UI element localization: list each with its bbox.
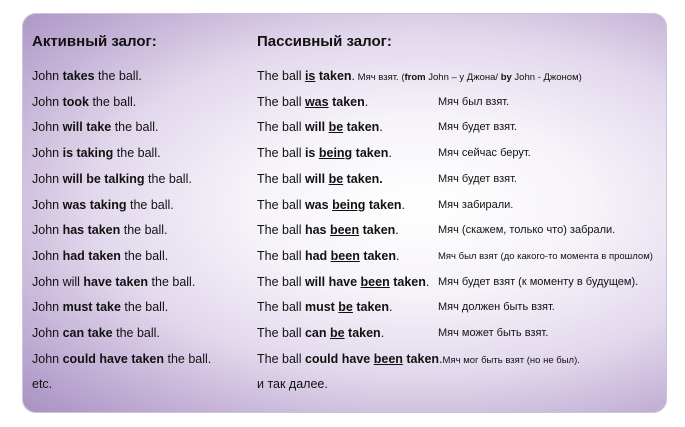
russian-translation [438, 196, 513, 214]
text-segment: John [32, 69, 63, 83]
text-segment: John [32, 120, 63, 134]
text-segment: can take [62, 326, 113, 340]
text-segment: The ball [257, 326, 305, 340]
text-segment: The ball [257, 95, 305, 109]
text-segment: taken [332, 95, 365, 109]
text-segment: John [32, 326, 63, 340]
text-segment: . [395, 249, 400, 263]
text-segment: . [401, 198, 406, 212]
text-segment: taken [359, 223, 396, 237]
text-segment: the ball. [113, 146, 161, 160]
text-segment: John [32, 95, 63, 109]
text-segment: must [304, 300, 339, 314]
text-segment: . [389, 300, 393, 314]
active-sentence [32, 144, 161, 162]
text-segment: The ball [257, 249, 305, 263]
russian-translation [438, 144, 531, 162]
text-segment: Мяч забирали. [438, 199, 514, 211]
passive-voice-header: Пассивный залог: [257, 33, 392, 50]
active-sentence [32, 118, 159, 136]
text-segment: Мяч должен быть взят. [438, 301, 555, 313]
text-segment: taken [352, 146, 389, 160]
text-segment: be [329, 326, 345, 340]
text-segment: will [304, 172, 329, 186]
text-segment: the ball. [111, 120, 159, 134]
text-segment: be [338, 300, 353, 314]
text-segment: . [439, 352, 443, 366]
text-segment: Мяч (скажем, только что) забрали. [438, 224, 616, 236]
passive-sentence [257, 298, 393, 316]
active-sentence [32, 221, 168, 239]
text-segment: taken [389, 275, 426, 289]
text-segment: takes [62, 69, 95, 83]
text-segment: have taken [83, 275, 149, 289]
text-segment: the ball. [126, 198, 174, 212]
russian-translation [438, 221, 615, 239]
text-segment: Мяч сейчас берут. [438, 147, 531, 159]
text-segment: Мяч будет взят. [438, 121, 517, 133]
text-segment: is [304, 69, 316, 83]
text-segment: be [328, 120, 344, 134]
active-voice-header: Активный залог: [32, 33, 157, 50]
text-segment: taken [344, 326, 381, 340]
text-segment: taken [365, 198, 402, 212]
text-segment: was [304, 95, 329, 109]
text-segment: . [364, 95, 369, 109]
russian-translation [438, 298, 555, 316]
text-segment: has [304, 223, 330, 237]
passive-sentence [257, 350, 580, 368]
text-segment: the ball. [148, 275, 196, 289]
text-segment: could have taken [62, 352, 165, 366]
active-sentence [32, 273, 195, 291]
text-segment: been [329, 223, 360, 237]
text-segment: . [388, 146, 392, 160]
text-segment: taken [318, 69, 352, 83]
text-segment: taken [352, 300, 390, 314]
text-segment: been [373, 352, 403, 366]
text-segment: taken [359, 249, 396, 263]
text-segment: can [304, 326, 330, 340]
text-segment: will have [304, 275, 361, 289]
text-segment: being [318, 146, 353, 160]
text-segment: . [395, 223, 399, 237]
text-segment: The ball [257, 146, 305, 160]
text-segment: . [379, 120, 383, 134]
text-segment: John [32, 223, 63, 237]
text-segment: John [32, 249, 63, 263]
text-segment: the ball. [94, 69, 142, 83]
text-segment: The ball [257, 223, 305, 237]
passive-sentence [257, 273, 429, 291]
text-segment: Мяч может быть взят. [438, 327, 549, 339]
text-segment: the ball. [144, 172, 192, 186]
text-segment: The ball [257, 352, 305, 366]
russian-translation [438, 324, 548, 342]
text-segment: took [62, 95, 89, 109]
text-segment: was [304, 198, 333, 212]
text-segment: by [500, 72, 512, 83]
passive-sentence [257, 118, 383, 136]
passive-sentence [257, 170, 383, 188]
text-segment: Мяч был взят. [438, 96, 510, 108]
active-sentence [32, 170, 192, 188]
text-segment: taken [343, 120, 380, 134]
passive-sentence [257, 144, 392, 162]
active-sentence [32, 247, 168, 265]
text-segment: is [304, 146, 319, 160]
text-segment: The ball [257, 69, 305, 83]
active-sentence [32, 375, 52, 393]
passive-sentence [257, 67, 582, 85]
text-segment: the ball. [120, 300, 169, 314]
text-segment: The ball [257, 120, 305, 134]
text-segment: the ball. [88, 95, 137, 109]
active-sentence [32, 350, 211, 368]
active-sentence [32, 298, 168, 316]
text-segment: The ball [257, 198, 305, 212]
russian-translation [438, 247, 653, 265]
passive-sentence [257, 196, 405, 214]
text-segment: could have [304, 352, 374, 366]
text-segment: the ball. [164, 352, 212, 366]
text-segment: is taking [62, 146, 114, 160]
text-segment: be [328, 172, 344, 186]
text-segment: John [32, 172, 63, 186]
russian-translation [438, 93, 509, 111]
text-segment: the ball. [120, 249, 169, 263]
russian-translation [438, 273, 638, 291]
text-segment: Мяч был взят (до какого-то момента в прошлом) [438, 251, 653, 262]
text-segment: the ball. [120, 223, 168, 237]
text-segment: John [32, 198, 63, 212]
text-segment: must take [62, 300, 121, 314]
text-segment: the ball. [112, 326, 160, 340]
text-segment: will [304, 120, 329, 134]
russian-translation [438, 118, 517, 136]
passive-sentence [257, 324, 384, 342]
text-segment: John - Джоном) [511, 72, 582, 83]
text-segment: John – у Джона/ [425, 72, 501, 83]
text-segment: и так далее. [257, 377, 328, 391]
text-segment: . [380, 326, 385, 340]
passive-sentence [257, 247, 399, 265]
text-segment: will take [62, 120, 112, 134]
text-segment: John [32, 300, 63, 314]
passive-sentence [257, 221, 399, 239]
text-segment: Мяч будет взят (к моменту в будущем). [438, 276, 639, 288]
text-segment: John will [32, 275, 84, 289]
text-segment: taken [402, 352, 440, 366]
text-segment: . [425, 275, 430, 289]
text-segment: Мяч взят. ( [355, 72, 405, 83]
text-segment: will be talking [62, 172, 145, 186]
text-segment: been [360, 275, 390, 289]
text-segment: . [351, 69, 356, 83]
text-segment: was taking [62, 198, 127, 212]
text-segment: had [304, 249, 331, 263]
passive-sentence [257, 93, 368, 111]
text-segment: from [404, 72, 426, 83]
text-segment: has taken [62, 223, 121, 237]
text-segment: being [332, 198, 366, 212]
text-segment: John [32, 352, 63, 366]
text-segment: had taken [62, 249, 121, 263]
text-segment: John [32, 146, 63, 160]
active-sentence [32, 67, 142, 85]
active-sentence [32, 93, 136, 111]
russian-translation [438, 170, 517, 188]
text-segment: Мяч мог быть взят (но не был). [442, 355, 580, 366]
text-segment: The ball [257, 300, 305, 314]
text-segment: The ball [257, 172, 305, 186]
active-sentence [32, 324, 160, 342]
text-segment: Мяч будет взят. [438, 173, 517, 185]
text-segment: taken. [343, 172, 383, 186]
active-sentence [32, 196, 174, 214]
text-segment: etc. [32, 377, 53, 391]
text-segment: been [330, 249, 360, 263]
text-segment: The ball [257, 275, 305, 289]
passive-sentence [257, 375, 328, 393]
